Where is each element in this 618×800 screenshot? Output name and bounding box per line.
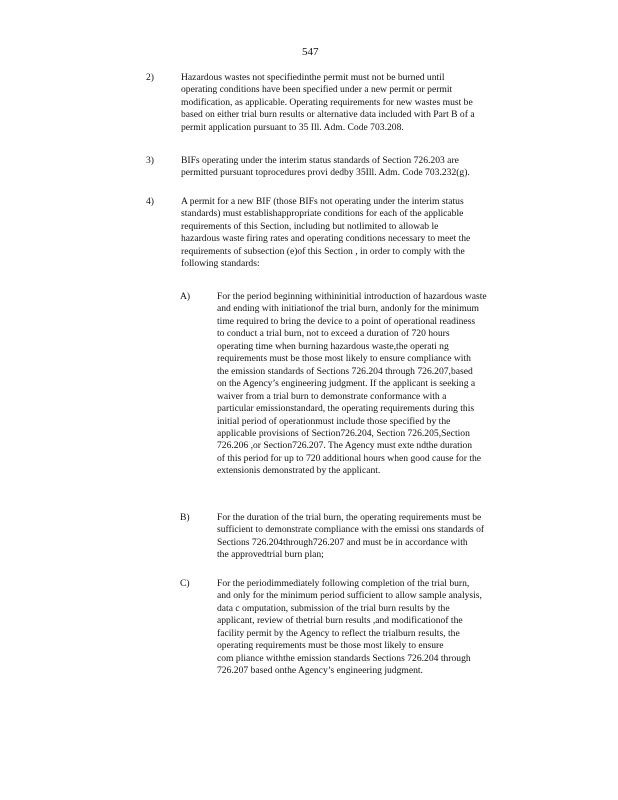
text-line: and ending with initiationof the trial burn, andonly for the minimum bbox=[217, 303, 479, 315]
text-line: to conduct a trial burn, not to exceed a duration of 720 hours bbox=[217, 328, 450, 340]
text-line: applicable provisions of Section726.204, Section 726.205,Section bbox=[217, 427, 470, 439]
text-line: requirements of this Section, including but notlimited to allowab le bbox=[181, 220, 439, 232]
text-line: standards) must establishappropriate conditions for each of the applicable bbox=[181, 208, 464, 220]
text-line: facility permit by the Agency to reflect the trialburn results, the bbox=[217, 627, 460, 639]
item-2-label: 2) bbox=[146, 72, 154, 83]
subitem-c-text bbox=[217, 578, 546, 678]
text-line: initial period of operationmust include those specified by the bbox=[217, 415, 451, 427]
item-3-text bbox=[181, 155, 546, 180]
text-line: time required to bring the device to a point of operational readiness bbox=[217, 315, 476, 327]
text-line: A permit for a new BIF (those BIFs not operating under the interim status bbox=[181, 196, 464, 207]
subitem-a-label: A) bbox=[180, 291, 191, 302]
text-line: operating time when burning hazardous waste,the operati ng bbox=[217, 340, 449, 352]
text-line: sufficient to demonstrate compliance with the emissi ons standards of bbox=[217, 524, 485, 536]
text-line: For the period beginning withininitial introduction of hazardous waste bbox=[217, 291, 487, 302]
subitem-b-text bbox=[217, 512, 546, 562]
page-number: 547 bbox=[302, 46, 319, 58]
subitem-c-label: C) bbox=[180, 578, 190, 589]
text-line: and only for the minimum period sufficient to allow sample analysis, bbox=[217, 590, 482, 602]
text-line: particular emissionstandard, the operating requirements during this bbox=[217, 403, 475, 415]
text-line: permit application pursuant to 35 Ill. Adm. Code 703.208. bbox=[181, 121, 404, 133]
text-line: on the Agency’s engineering judgment. If the applicant is seeking a bbox=[217, 378, 476, 390]
item-3-label: 3) bbox=[146, 155, 154, 166]
text-line: applicant, review of thetrial burn results ,and modificationof the bbox=[217, 615, 463, 627]
text-line: operating conditions have been specified under a new permit or permit bbox=[181, 84, 453, 96]
text-line: Sections 726.204through726.207 and must be in accordance with bbox=[217, 536, 468, 548]
item-2-text bbox=[181, 72, 546, 134]
item-4-text bbox=[181, 196, 546, 271]
text-line: Hazardous wastes not specifiedinthe permit must not be burned until bbox=[181, 72, 445, 83]
text-line: hazardous waste firing rates and operating conditions necessary to meet the bbox=[181, 233, 471, 245]
text-line: waiver from a trial burn to demonstrate conformance with a bbox=[217, 390, 447, 402]
text-line: com pliance withthe emission standards Sections 726.204 through bbox=[217, 652, 471, 664]
text-line: requirements must be those most likely to ensure compliance with bbox=[217, 353, 471, 365]
text-line: permitted pursuant toprocedures provi dedby 35Ill. Adm. Code 703.232(g). bbox=[181, 167, 470, 179]
text-line: For the periodimmediately following completion of the trial burn, bbox=[217, 578, 470, 589]
text-line: the emission standards of Sections 726.204 through 726.207,based bbox=[217, 365, 473, 377]
item-4-label: 4) bbox=[146, 196, 154, 207]
text-line: the approvedtrial burn plan; bbox=[217, 549, 324, 561]
text-line: following standards: bbox=[181, 258, 260, 270]
text-line: For the duration of the trial burn, the operating requirements must be bbox=[217, 512, 482, 523]
text-line: 726.207 based onthe Agency’s engineering judgment. bbox=[217, 665, 423, 677]
text-line: operating requirements must be those most likely to ensure bbox=[217, 640, 444, 652]
text-line: extensionis demonstrated by the applicant. bbox=[217, 465, 381, 477]
subitem-a-text bbox=[217, 291, 546, 478]
text-line: BIFs operating under the interim status standards of Section 726.203 are bbox=[181, 155, 459, 166]
text-line: modification, as applicable. Operating requirements for new wastes must be bbox=[181, 96, 473, 108]
text-line: data c omputation, submission of the trial burn results by the bbox=[217, 602, 450, 614]
text-line: of this period for up to 720 additional hours when good cause for the bbox=[217, 452, 482, 464]
text-line: 726.206 ,or Section726.207. The Agency must exte ndthe duration bbox=[217, 440, 473, 452]
subitem-b-label: B) bbox=[180, 512, 190, 523]
text-line: requirements of subsection (e)of this Section , in order to comply with the bbox=[181, 245, 465, 257]
text-line: based on either trial burn results or alternative data included with Part B of a bbox=[181, 109, 475, 121]
